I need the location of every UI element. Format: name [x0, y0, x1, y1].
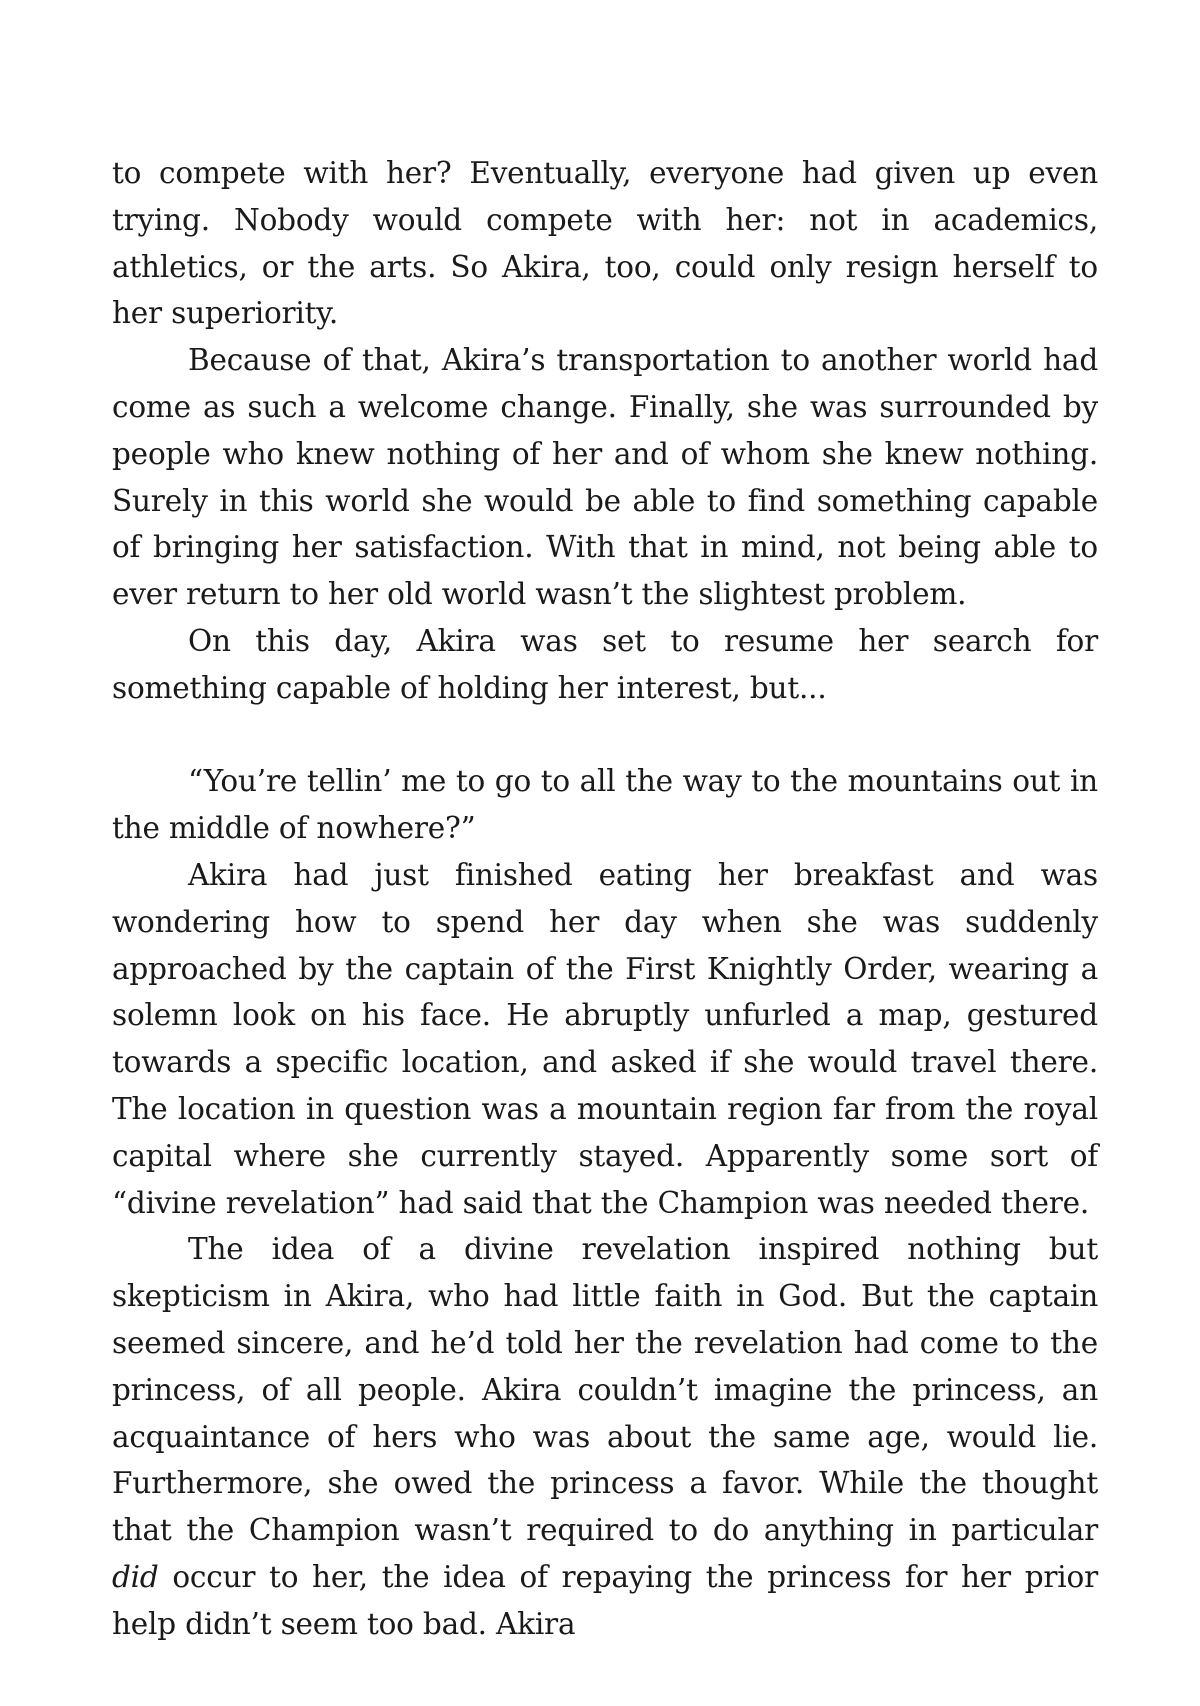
paragraph-6-text-b: occur to her, the idea of repaying the princess for her prior help didn’t seem too bad. Akira: [112, 1559, 1098, 1641]
paragraph-3: [112, 618, 1098, 712]
paragraph-4: [112, 758, 1098, 852]
paragraph-6: [112, 1226, 1098, 1647]
paragraph-5: [112, 852, 1098, 1226]
paragraph-6-emphasis: did: [112, 1559, 159, 1594]
paragraph-6-text-a: The idea of a divine revelation inspired nothing but skepticism in Akira, who had little faith in God. But the captain seemed sincere, and he’d told her the revelation had come to the princess, of all people. Akira couldn’t imagine the princess, an acquaintance of hers who was about the same age, would lie. Furthermore, she owed the princess a favor. While the thought that the Champion wasn’t required to do anything in particular: [112, 1232, 1098, 1548]
scene-break: [112, 712, 1098, 759]
paragraph-1-text: to compete with her? Eventually, everyone had given up even trying. Nobody would compete with her: not in academics, athletics, or the arts. So Akira, too, could only resign herself to her superiority.: [112, 156, 1098, 331]
book-page: [112, 150, 1098, 1648]
paragraph-2-text: Because of that, Akira’s transportation to another world had come as such a welcome change. Finally, she was surrounded by people who knew nothing of her and of whom she knew nothing. Surely in this world she would be able to find something capable of bringing her satisfaction. With that in mind, not being able to ever return to her old world wasn’t the slightest problem.: [112, 343, 1098, 612]
paragraph-3-text: On this day, Akira was set to resume her search for something capable of holding her interest, but...: [112, 623, 1098, 705]
paragraph-5-text: Akira had just finished eating her breakfast and was wondering how to spend her day when she was suddenly approached by the captain of the First Knightly Order, wearing a solemn look on his face. He abruptly unfurled a map, gestured towards a specific location, and asked if she would travel there. The location in question was a mountain region far from the royal capital where she currently stayed. Apparently some sort of “divine revelation” had said that the Champion was needed there.: [112, 857, 1098, 1220]
paragraph-4-text: “You’re tellin’ me to go to all the way to the mountains out in the middle of nowhere?”: [112, 764, 1098, 846]
paragraph-1: [112, 150, 1098, 337]
paragraph-2: [112, 337, 1098, 618]
